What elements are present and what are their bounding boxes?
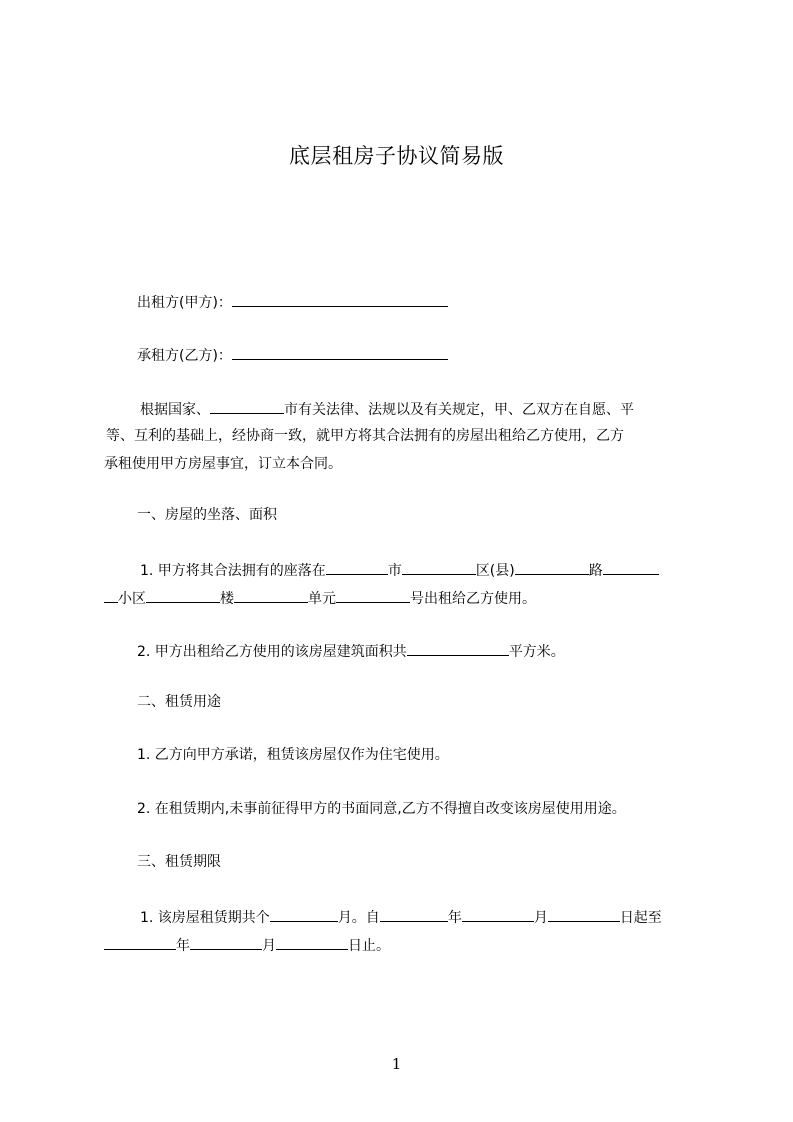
- s1i1-blank-8: [336, 587, 410, 603]
- intro-text-1a: 根据国家、: [140, 402, 210, 418]
- s3i1-blank-end-month: [190, 934, 262, 950]
- lessee-line: [137, 344, 448, 366]
- s3i1-text-c: 年: [447, 910, 462, 926]
- s1i2-text-a: 2. 甲方出租给乙方使用的该房屋建筑面积共: [137, 644, 407, 660]
- s3i1-blank-start-year: [380, 906, 448, 922]
- section-1-heading: 一、房屋的坐落、面积: [137, 507, 277, 523]
- s3i1-text-d: 月: [533, 910, 548, 926]
- s1i1-text-e: 小区: [118, 591, 146, 607]
- s3i1-blank-start-day: [548, 906, 620, 922]
- s1i1-text-d: 路: [588, 563, 603, 579]
- section-2-heading: 二、租赁用途: [137, 694, 221, 710]
- lessor-blank: [232, 291, 448, 307]
- s3i1-text-e: 日起至: [619, 910, 662, 926]
- s3i1-blank-start-month: [462, 906, 534, 922]
- s1i1-text-c: 区(县): [475, 563, 515, 579]
- intro-line-3: 承租使用甲方房屋事宜，订立本合同。: [104, 456, 342, 472]
- section-3-item-1-line-1: [140, 906, 662, 928]
- intro-text-1b: 市有关法律、法规以及有关规定，甲、乙双方在自愿、平: [284, 402, 634, 418]
- intro-line-2: 等、互利的基础上，经协商一致，就甲方将其合法拥有的房屋出租给乙方使用，乙方: [106, 428, 624, 444]
- s1i1-blank-1: [326, 559, 388, 575]
- section-2-item-2: 2. 在租赁期内,未事前征得甲方的书面同意,乙方不得擅自改变该房屋使用用途。: [137, 801, 626, 817]
- s1i2-text-b: 平方米。: [508, 644, 565, 660]
- s3i1-blank-end-year: [104, 934, 176, 950]
- s1i1-blank-4: [603, 559, 659, 575]
- s3i1-blank-months: [270, 906, 338, 922]
- s1i1-blank-7: [234, 587, 308, 603]
- s1i1-text-f: 楼: [220, 591, 234, 607]
- s3i1-text-h: 日止。: [348, 938, 390, 954]
- s1i1-text-g: 单元: [308, 591, 336, 607]
- section-1-item-1-line-1: [140, 559, 659, 581]
- lessor-label: 出租方(甲方)：: [137, 295, 232, 311]
- s3i1-text-f: 年: [176, 938, 190, 954]
- s3i1-blank-end-day: [276, 934, 348, 950]
- s1i1-text-h: 号出租给乙方使用。: [410, 591, 536, 607]
- document-title: 底层租房子协议简易版: [289, 144, 504, 168]
- s3i1-text-g: 月: [262, 938, 276, 954]
- s1i1-text-b: 市: [387, 563, 402, 579]
- page-number: 1: [391, 1055, 402, 1073]
- section-3-heading: 三、租赁期限: [137, 854, 221, 870]
- s1i1-blank-2: [402, 559, 476, 575]
- s3i1-text-b: 月。自: [337, 910, 380, 926]
- intro-blank-city: [210, 398, 284, 414]
- section-2-item-1: 1. 乙方向甲方承诺，租赁该房屋仅作为住宅使用。: [137, 747, 449, 763]
- s1i1-blank-5: [104, 587, 118, 603]
- section-3-item-1-line-2: [104, 934, 390, 956]
- s1i1-text-a: 1. 甲方将其合法拥有的座落在: [140, 563, 326, 579]
- s1i1-blank-6: [146, 587, 220, 603]
- lessee-label: 承租方(乙方)：: [137, 348, 232, 364]
- lessee-blank: [232, 344, 448, 360]
- s3i1-text-a: 1. 该房屋租赁期共个: [140, 910, 270, 926]
- s1i2-blank-area: [407, 640, 509, 656]
- section-1-item-1-line-2: [104, 587, 536, 609]
- s1i1-blank-3: [515, 559, 589, 575]
- lessor-line: [137, 291, 448, 313]
- section-1-item-2: [137, 640, 565, 662]
- intro-line-1: [140, 398, 634, 420]
